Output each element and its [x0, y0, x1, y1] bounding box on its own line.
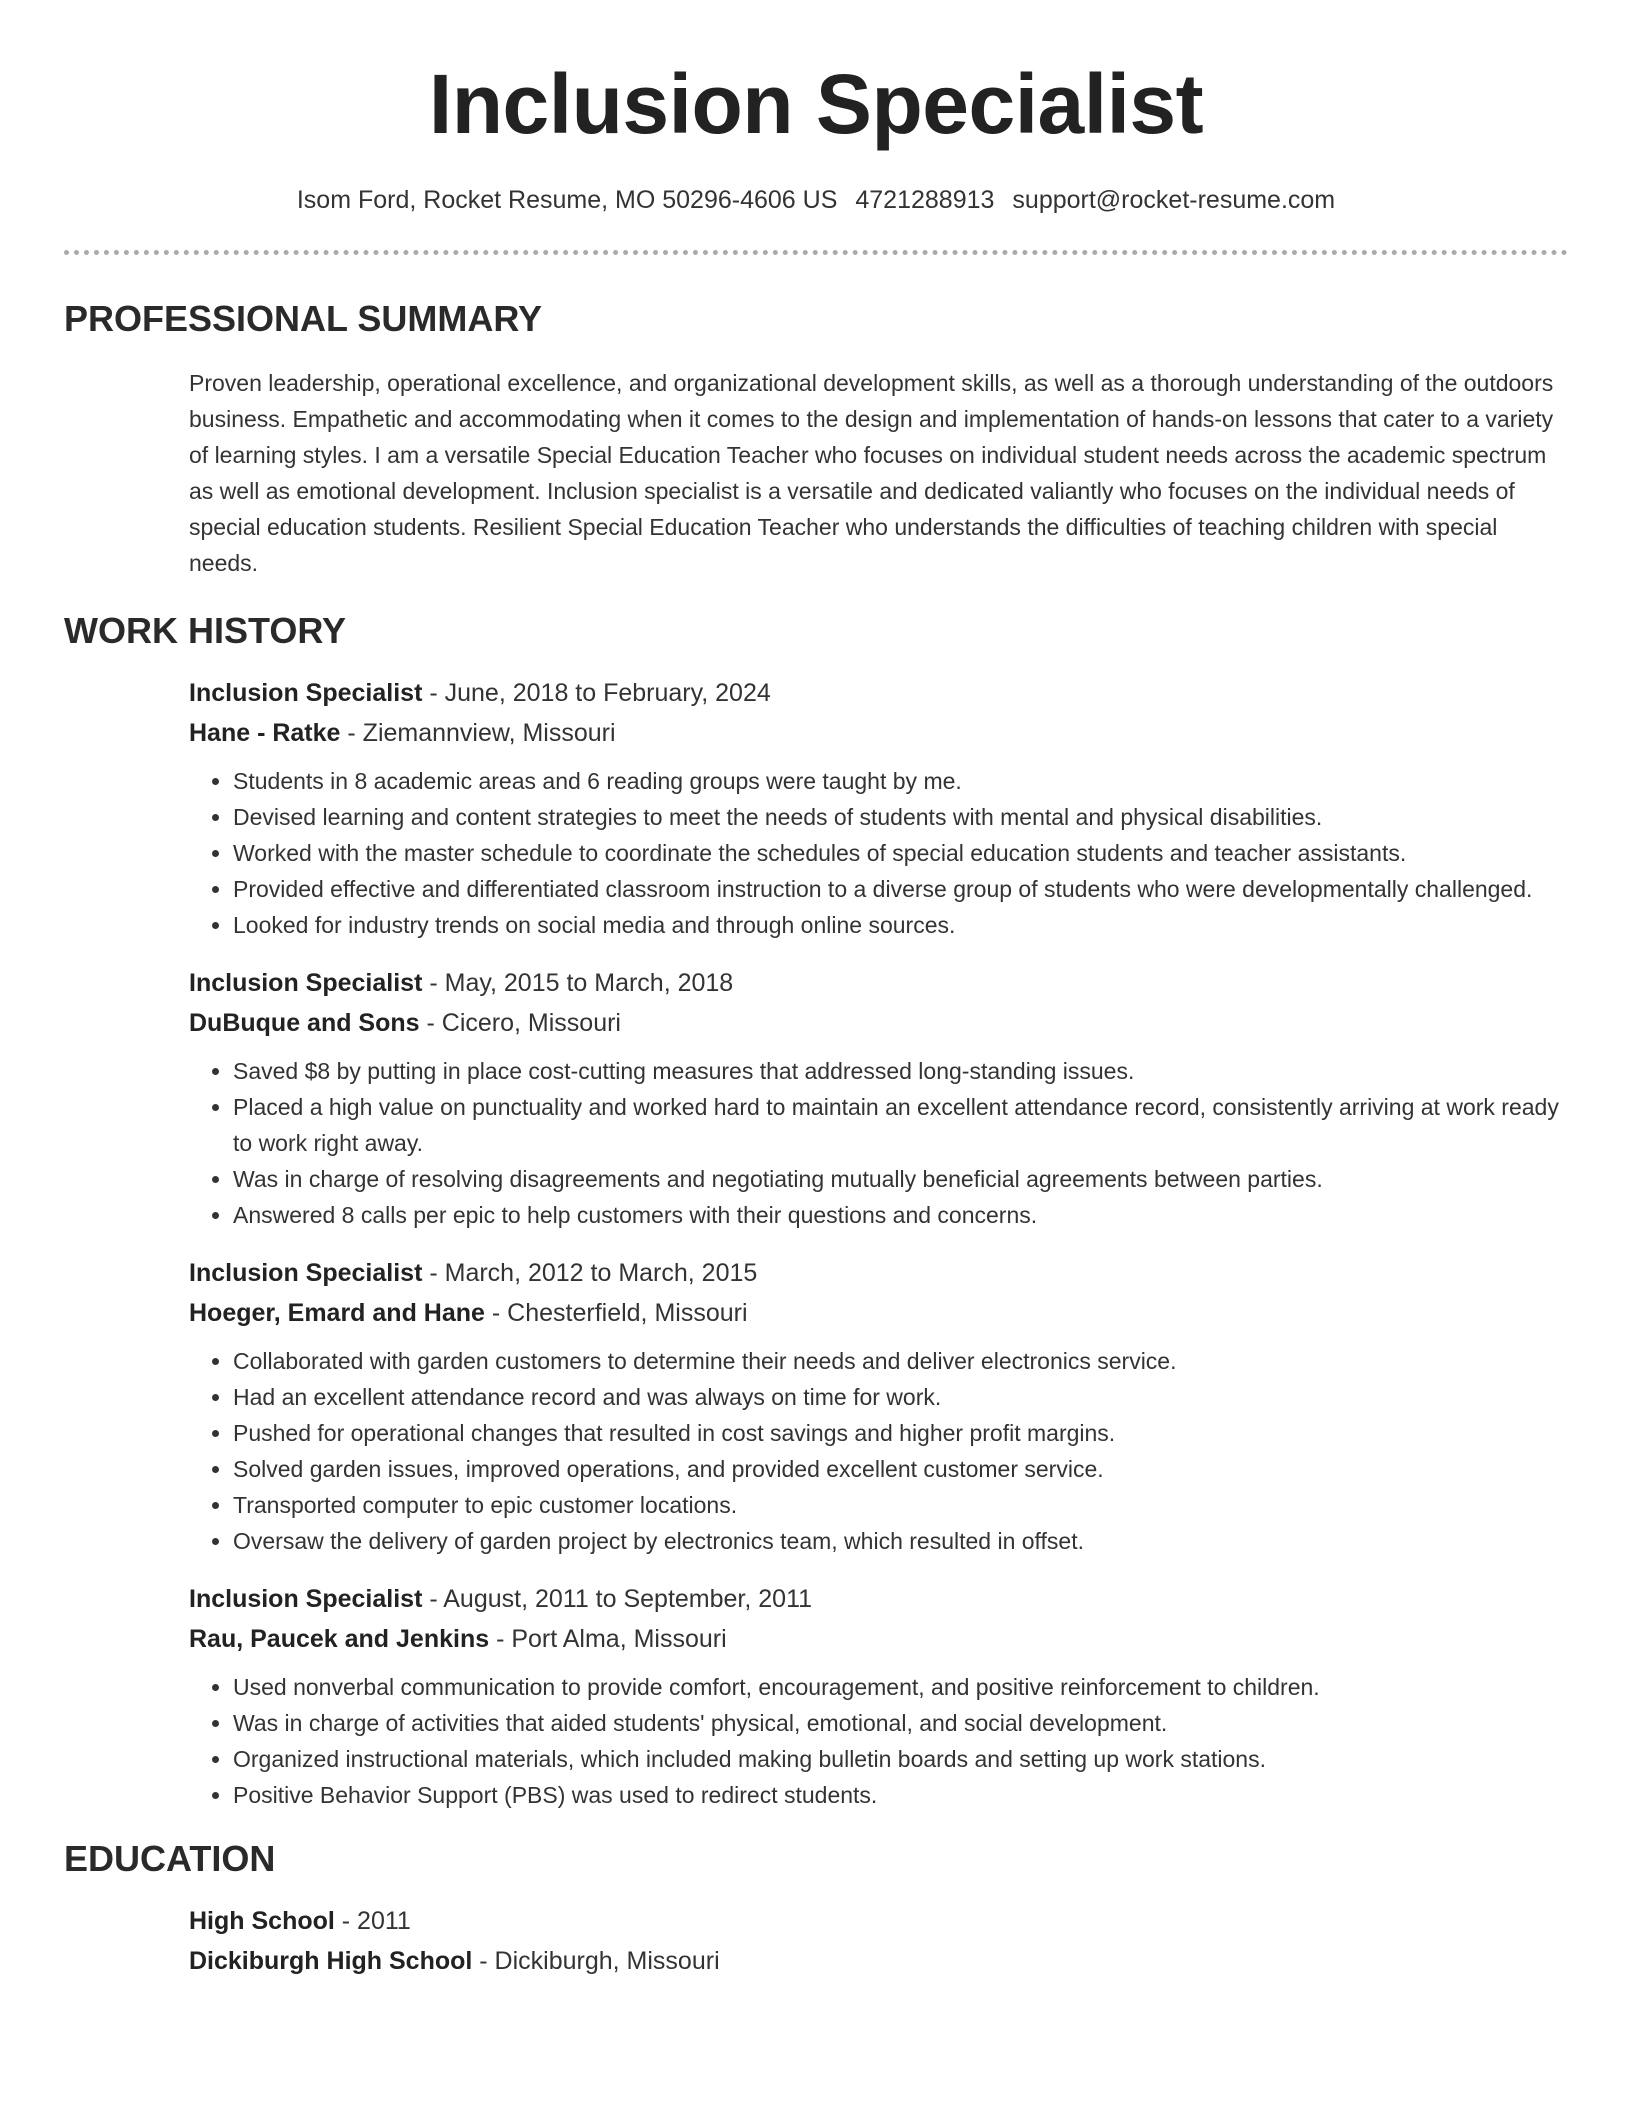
- job-dates: - August, 2011 to September, 2011: [422, 1585, 813, 1613]
- job-entry: [189, 673, 1568, 943]
- job-role: Inclusion Specialist: [189, 969, 423, 997]
- job-bullet: • Placed a high value on punctuality and worked hard to maintain an excellent attendance record, consistently arriving at work ready to work right away.: [233, 1089, 1568, 1161]
- job-location: - Ziemannview, Missouri: [340, 719, 616, 747]
- job-role: Inclusion Specialist: [189, 1585, 423, 1613]
- job-bullet: • Answered 8 calls per epic to help customers with their questions and concerns.: [233, 1197, 1568, 1233]
- section-title-education: EDUCATION: [64, 1838, 276, 1879]
- job-bullet: • Pushed for operational changes that resulted in cost savings and higher profit margins.: [233, 1415, 1568, 1451]
- job-company: Hoeger, Emard and Hane: [189, 1299, 485, 1327]
- job-bullet: • Was in charge of activities that aided students' physical, emotional, and social development.: [233, 1705, 1568, 1741]
- contact-line: [64, 184, 1568, 216]
- section-title-summary: PROFESSIONAL SUMMARY: [64, 298, 543, 339]
- job-bullet: • Saved $8 by putting in place cost-cutting measures that addressed long-standing issues.: [233, 1053, 1568, 1089]
- education-entry: [189, 1901, 1568, 1981]
- job-role: Inclusion Specialist: [189, 679, 423, 707]
- job-bullet: • Looked for industry trends on social media and through online sources.: [233, 907, 1568, 943]
- job-bullet: • Was in charge of resolving disagreements and negotiating mutually beneficial agreements between parties.: [233, 1161, 1568, 1197]
- job-role-line: [189, 1253, 1568, 1293]
- summary-text: Proven leadership, operational excellence, and organizational development skills, as well as a thorough understanding of the outdoors business. Empathetic and accommodating when it comes to the design and implementation of hands-on lessons that cater to a variety of learning styles. I am a versatile Special Education Teacher who focuses on individual student needs across the academic spectrum as well as emotional development. Inclusion specialist is a versatile and dedicated valiantly who focuses on the individual needs of special education students. Resilient Special Education Teacher who understands the difficulties of teaching children with special needs.: [189, 370, 1554, 576]
- job-bullet: • Devised learning and content strategies to meet the needs of students with mental and physical disabilities.: [233, 799, 1568, 835]
- job-bullet: • Solved garden issues, improved operations, and provided excellent customer service.: [233, 1451, 1568, 1487]
- job-bullet: • Used nonverbal communication to provide comfort, encouragement, and positive reinforcement to children.: [233, 1669, 1568, 1705]
- job-dates: - May, 2015 to March, 2018: [422, 969, 734, 997]
- education-school: Dickiburgh High School: [189, 1947, 473, 1975]
- job-company-line: [189, 1293, 1568, 1333]
- job-company-line: [189, 1619, 1568, 1659]
- job-bullet: • Worked with the master schedule to coordinate the schedules of special education students and teacher assistants.: [233, 835, 1568, 871]
- education-year: - 2011: [334, 1907, 411, 1935]
- job-bullet: • Provided effective and differentiated classroom instruction to a diverse group of students who were developmentally challenged.: [233, 871, 1568, 907]
- contact-phone: 4721288913: [855, 186, 995, 214]
- job-company: DuBuque and Sons: [189, 1009, 420, 1037]
- resume-page: [64, 0, 1568, 1981]
- job-bullet: • Oversaw the delivery of garden project by electronics team, which resulted in offset.: [233, 1523, 1568, 1559]
- job-role-line: [189, 673, 1568, 713]
- education-degree: High School: [189, 1907, 335, 1935]
- contact-email: support@rocket-resume.com: [1012, 186, 1336, 214]
- job-company: Rau, Paucek and Jenkins: [189, 1625, 490, 1653]
- job-company-line: [189, 713, 1568, 753]
- job-entry: [189, 963, 1568, 1233]
- job-role-line: [189, 1579, 1568, 1619]
- job-bullets: [189, 1053, 1568, 1233]
- job-dates: - June, 2018 to February, 2024: [422, 679, 771, 707]
- job-bullet: • Collaborated with garden customers to determine their needs and deliver electronics service.: [233, 1343, 1568, 1379]
- job-role: Inclusion Specialist: [189, 1259, 423, 1287]
- job-entry: [189, 1253, 1568, 1559]
- job-bullets: [189, 763, 1568, 943]
- job-bullet: • Organized instructional materials, which included making bulletin boards and setting up work stations.: [233, 1741, 1568, 1777]
- resume-title: Inclusion Specialist: [428, 57, 1204, 151]
- job-bullet: • Students in 8 academic areas and 6 reading groups were taught by me.: [233, 763, 1568, 799]
- job-role-line: [189, 963, 1568, 1003]
- section-title-work-history: WORK HISTORY: [64, 610, 347, 651]
- job-entry: [189, 1579, 1568, 1813]
- job-location: - Chesterfield, Missouri: [484, 1299, 748, 1327]
- job-bullets: [189, 1669, 1568, 1813]
- job-location: - Port Alma, Missouri: [489, 1625, 727, 1653]
- education-school-line: [189, 1941, 1568, 1981]
- job-dates: - March, 2012 to March, 2015: [422, 1259, 758, 1287]
- job-bullet: • Transported computer to epic customer locations.: [233, 1487, 1568, 1523]
- job-company: Hane - Ratke: [189, 719, 341, 747]
- job-location: - Cicero, Missouri: [419, 1009, 621, 1037]
- education-degree-line: [189, 1901, 1568, 1941]
- job-company-line: [189, 1003, 1568, 1043]
- job-bullets: [189, 1343, 1568, 1559]
- job-bullet: • Positive Behavior Support (PBS) was used to redirect students.: [233, 1777, 1568, 1813]
- header-divider: [64, 250, 1568, 255]
- education-location: - Dickiburgh, Missouri: [472, 1947, 720, 1975]
- job-bullet: • Had an excellent attendance record and was always on time for work.: [233, 1379, 1568, 1415]
- contact-address: Isom Ford, Rocket Resume, MO 50296-4606 US: [296, 186, 838, 214]
